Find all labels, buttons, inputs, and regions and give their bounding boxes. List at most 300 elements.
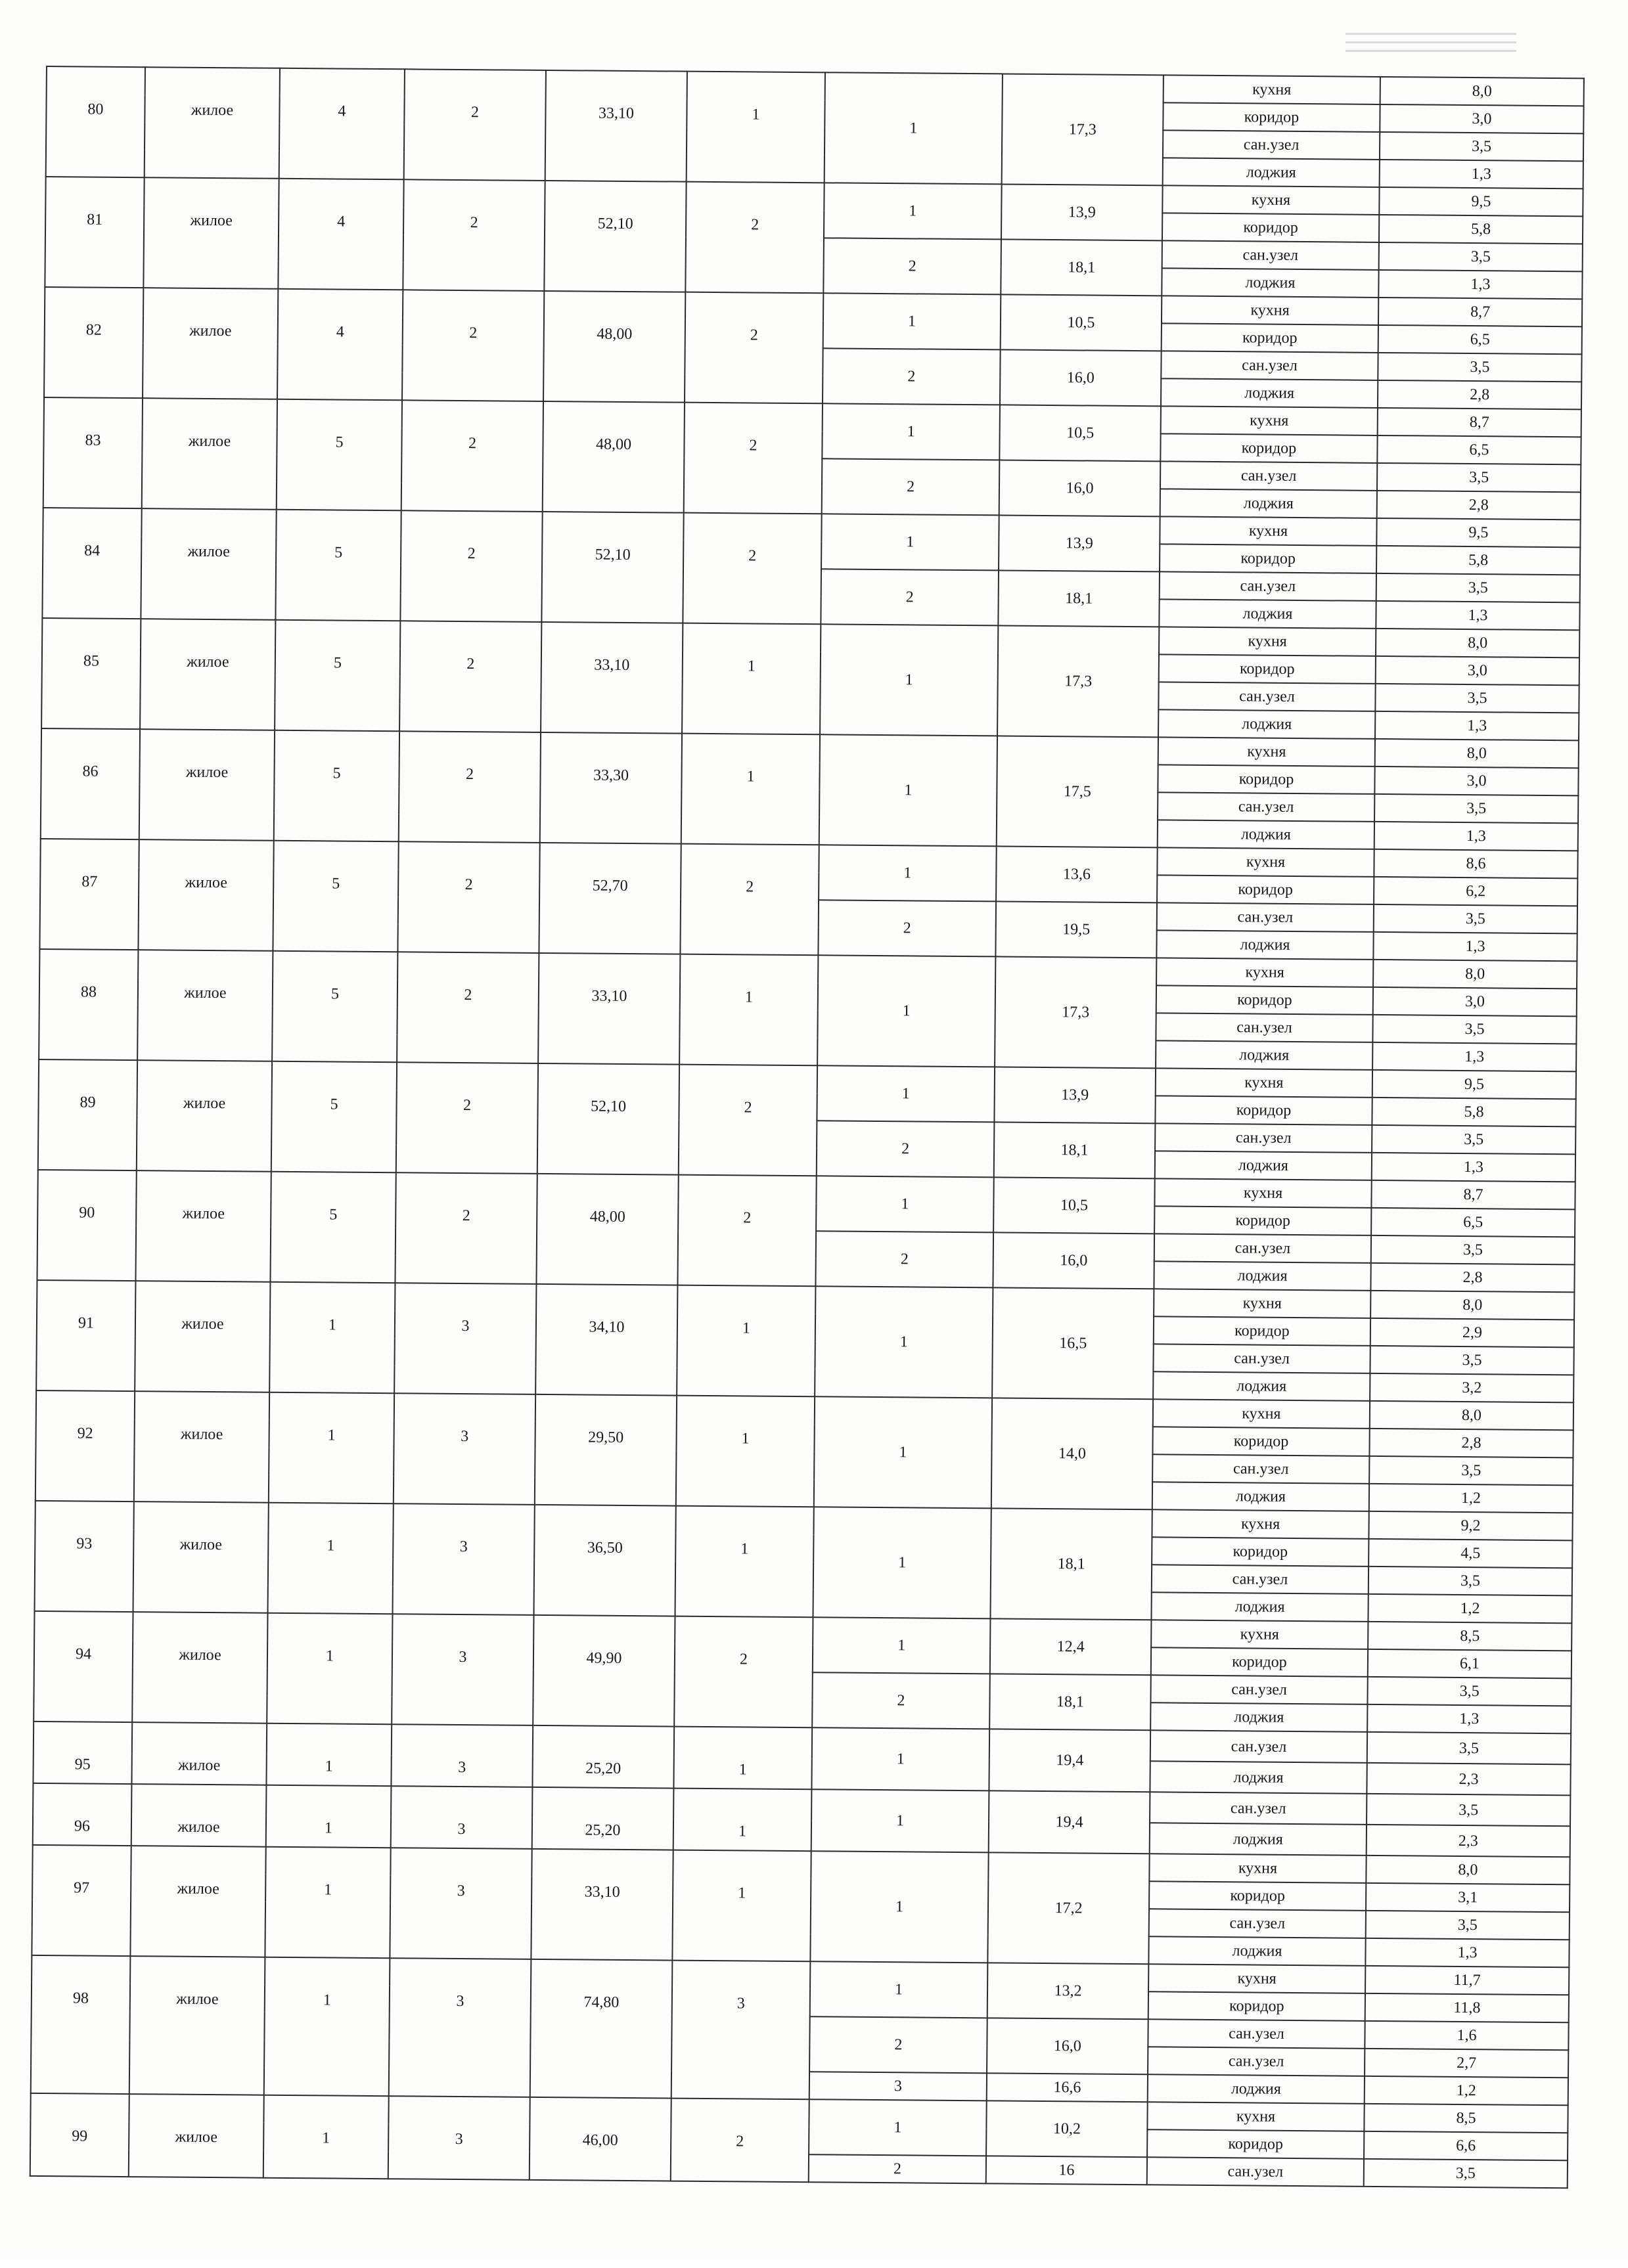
auxiliary-room-area: 5,8 xyxy=(1376,546,1580,575)
auxiliary-room-area: 1,2 xyxy=(1368,1594,1571,1623)
room-count-cell: 2 xyxy=(683,513,821,625)
auxiliary-room-label: сан.узел xyxy=(1150,1675,1367,1704)
auxiliary-room-area: 3,5 xyxy=(1369,1456,1573,1485)
room-area-cell: 18,1 xyxy=(1001,239,1162,296)
auxiliary-room-label: лоджия xyxy=(1150,1823,1367,1856)
premises-type-cell: жилое xyxy=(130,1846,265,1957)
auxiliary-room-label: лоджия xyxy=(1150,1761,1367,1794)
auxiliary-room-area: 1,3 xyxy=(1365,1938,1569,1967)
room-area-cell: 13,2 xyxy=(987,1963,1149,2019)
total-area-cell: 29,50 xyxy=(535,1394,677,1506)
room-area-cell: 18,1 xyxy=(998,570,1160,627)
apartment-table-sheet xyxy=(29,66,1583,2268)
total-area-cell: 49,90 xyxy=(533,1615,675,1727)
auxiliary-room-label: коридор xyxy=(1156,985,1373,1015)
auxiliary-room-area: 2,3 xyxy=(1367,1763,1570,1795)
auxiliary-room-label: сан.узел xyxy=(1158,792,1374,822)
auxiliary-room-area: 2,8 xyxy=(1377,491,1581,520)
auxiliary-room-label: кухня xyxy=(1149,1854,1366,1883)
room-number-cell: 2 xyxy=(822,458,1000,515)
auxiliary-room-label: сан.узел xyxy=(1154,1234,1371,1263)
auxiliary-room-label: кухня xyxy=(1156,1068,1372,1098)
auxiliary-room-label: лоджия xyxy=(1162,268,1378,298)
room-area-cell: 16 xyxy=(986,2156,1147,2185)
auxiliary-room-area: 3,5 xyxy=(1374,794,1578,823)
auxiliary-room-area: 3,5 xyxy=(1377,463,1581,492)
auxiliary-room-label: сан.узел xyxy=(1147,2157,1364,2187)
floor-cell: 5 xyxy=(274,730,399,841)
auxiliary-room-area: 11,7 xyxy=(1365,1966,1569,1995)
room-number-cell: 1 xyxy=(817,1065,995,1122)
room-number-cell: 2 xyxy=(818,900,996,956)
auxiliary-room-label: лоджия xyxy=(1155,1151,1372,1180)
auxiliary-room-area: 3,5 xyxy=(1380,132,1583,161)
auxiliary-room-area: 8,0 xyxy=(1370,1291,1574,1320)
room-number-cell: 2 xyxy=(809,2016,987,2073)
auxiliary-room-label: кухня xyxy=(1162,296,1378,325)
auxiliary-room-area: 8,5 xyxy=(1364,2104,1568,2133)
floor-cell: 5 xyxy=(270,1172,396,1283)
auxiliary-room-label: коридор xyxy=(1154,1316,1370,1346)
auxiliary-room-label: лоджия xyxy=(1161,378,1378,408)
premises-type-cell: жилое xyxy=(134,1391,269,1503)
room-area-cell: 19,4 xyxy=(989,1790,1150,1854)
auxiliary-room-label: сан.узел xyxy=(1150,1730,1367,1763)
room-number-cell: 2 xyxy=(823,238,1001,294)
auxiliary-room-area: 3,5 xyxy=(1364,2159,1568,2188)
room-area-cell: 12,4 xyxy=(990,1618,1152,1675)
room-count-cell: 1 xyxy=(679,954,818,1066)
auxiliary-room-area: 6,2 xyxy=(1374,877,1577,906)
section-cell: 2 xyxy=(397,952,539,1063)
room-count-cell: 1 xyxy=(681,734,820,845)
auxiliary-room-area: 3,5 xyxy=(1376,573,1580,602)
room-area-cell: 10,2 xyxy=(986,2101,1148,2157)
apartment-number-cell: 80 xyxy=(46,66,145,177)
floor-cell: 1 xyxy=(268,1503,394,1614)
room-number-cell: 1 xyxy=(817,955,995,1067)
auxiliary-room-area: 8,7 xyxy=(1378,408,1581,437)
auxiliary-room-label: коридор xyxy=(1152,1537,1368,1567)
apartment-number-cell: 99 xyxy=(30,2093,129,2177)
room-area-cell: 13,6 xyxy=(996,846,1158,902)
room-area-cell: 16,0 xyxy=(1000,349,1162,406)
auxiliary-room-area: 2,8 xyxy=(1378,380,1581,409)
room-count-cell: 2 xyxy=(685,182,824,294)
floor-cell: 4 xyxy=(279,68,405,179)
room-number-cell: 3 xyxy=(809,2072,987,2101)
auxiliary-room-label: лоджия xyxy=(1148,2074,1365,2104)
auxiliary-room-label: коридор xyxy=(1154,1206,1371,1235)
auxiliary-room-label: коридор xyxy=(1159,654,1376,684)
auxiliary-room-label: кухня xyxy=(1151,1620,1368,1649)
premises-type-cell: жилое xyxy=(143,177,279,289)
premises-type-cell: жилое xyxy=(145,67,280,179)
auxiliary-room-area: 1,3 xyxy=(1367,1704,1571,1733)
room-number-cell: 1 xyxy=(814,1396,992,1508)
auxiliary-room-label: коридор xyxy=(1162,323,1378,353)
section-cell: 2 xyxy=(395,1172,537,1284)
auxiliary-room-area: 5,8 xyxy=(1379,215,1583,244)
section-cell: 2 xyxy=(402,290,544,401)
auxiliary-room-label: кухня xyxy=(1158,737,1375,767)
room-number-cell: 1 xyxy=(813,1617,991,1674)
auxiliary-room-label: сан.узел xyxy=(1162,240,1379,270)
premises-type-cell: жилое xyxy=(135,1170,271,1282)
room-count-cell: 2 xyxy=(685,292,823,404)
room-area-cell: 10,5 xyxy=(1001,294,1162,351)
premises-type-cell: жилое xyxy=(129,2094,264,2178)
auxiliary-room-area: 3,5 xyxy=(1367,1794,1570,1826)
auxiliary-room-area: 1,3 xyxy=(1373,932,1577,961)
floor-cell: 5 xyxy=(273,841,398,952)
floor-cell: 1 xyxy=(269,1392,394,1503)
section-cell: 2 xyxy=(397,841,539,953)
premises-type-cell: жилое xyxy=(137,950,273,1061)
room-number-cell: 2 xyxy=(817,1121,995,1177)
room-count-cell: 2 xyxy=(674,1616,813,1728)
total-area-cell: 36,50 xyxy=(533,1505,675,1616)
auxiliary-room-area: 3,2 xyxy=(1370,1373,1573,1402)
premises-type-cell: жилое xyxy=(141,508,276,620)
section-cell: 2 xyxy=(404,69,546,181)
auxiliary-room-area: 1,6 xyxy=(1365,2021,1568,2050)
auxiliary-room-label: кухня xyxy=(1157,847,1374,877)
floor-cell: 5 xyxy=(271,1061,397,1172)
auxiliary-room-area: 3,5 xyxy=(1368,1567,1572,1595)
floor-cell: 4 xyxy=(277,289,403,400)
auxiliary-room-area: 3,5 xyxy=(1375,684,1579,713)
apartment-number-cell: 87 xyxy=(39,839,139,950)
premises-type-cell: жилое xyxy=(142,398,277,510)
auxiliary-room-label: сан.узел xyxy=(1158,682,1375,711)
room-number-cell: 2 xyxy=(821,569,999,625)
auxiliary-room-label: сан.узел xyxy=(1148,2047,1365,2076)
room-area-cell: 18,1 xyxy=(990,1508,1152,1620)
floor-cell: 1 xyxy=(267,1613,392,1724)
auxiliary-room-area: 6,6 xyxy=(1364,2131,1568,2160)
total-area-cell: 33,10 xyxy=(541,622,683,734)
premises-type-cell: жилое xyxy=(131,1722,267,1785)
room-number-cell: 1 xyxy=(810,1961,988,2018)
total-area-cell: 52,10 xyxy=(537,1063,679,1175)
apartment-room-table xyxy=(30,66,1585,2189)
auxiliary-room-area: 4,5 xyxy=(1368,1539,1572,1568)
total-area-cell: 25,20 xyxy=(532,1787,674,1850)
section-cell: 3 xyxy=(388,2096,530,2180)
section-cell: 2 xyxy=(396,1062,538,1174)
auxiliary-room-area: 3,0 xyxy=(1373,987,1577,1016)
auxiliary-room-area: 11,8 xyxy=(1365,1993,1569,2022)
room-number-cell: 1 xyxy=(820,624,998,736)
room-number-cell: 1 xyxy=(823,293,1001,349)
section-cell: 2 xyxy=(403,179,545,291)
auxiliary-room-label: кухня xyxy=(1154,1289,1370,1318)
section-cell: 3 xyxy=(394,1283,536,1394)
auxiliary-room-area: 3,5 xyxy=(1378,353,1581,382)
room-number-cell: 2 xyxy=(823,348,1001,405)
room-number-cell: 1 xyxy=(824,183,1002,239)
total-area-cell: 33,30 xyxy=(540,732,682,844)
auxiliary-room-label: сан.узел xyxy=(1152,1454,1369,1484)
auxiliary-room-area: 9,2 xyxy=(1368,1511,1572,1540)
room-area-cell: 19,4 xyxy=(989,1729,1150,1792)
auxiliary-room-area: 8,0 xyxy=(1373,960,1577,989)
floor-cell: 1 xyxy=(265,1847,390,1958)
auxiliary-room-label: кухня xyxy=(1156,958,1373,987)
auxiliary-room-area: 3,0 xyxy=(1376,656,1579,685)
auxiliary-room-label: кухня xyxy=(1164,75,1380,104)
room-number-cell: 1 xyxy=(822,403,1000,460)
room-area-cell: 18,1 xyxy=(989,1674,1151,1730)
floor-cell: 1 xyxy=(263,2095,389,2179)
room-area-cell: 17,5 xyxy=(997,736,1158,847)
section-cell: 2 xyxy=(401,400,543,512)
auxiliary-room-area: 3,5 xyxy=(1379,242,1583,271)
auxiliary-room-label: коридор xyxy=(1149,1881,1366,1911)
auxiliary-room-area: 2,8 xyxy=(1369,1429,1573,1457)
room-count-cell: 1 xyxy=(682,623,821,735)
auxiliary-room-label: сан.узел xyxy=(1160,461,1377,491)
floor-cell: 1 xyxy=(269,1282,395,1393)
apartment-number-cell: 86 xyxy=(41,728,140,839)
apartment-number-cell: 81 xyxy=(45,177,144,288)
room-number-cell: 2 xyxy=(812,1672,990,1729)
auxiliary-room-label: лоджия xyxy=(1159,599,1376,629)
total-area-cell: 52,10 xyxy=(541,512,683,623)
auxiliary-room-label: сан.узел xyxy=(1156,1013,1372,1042)
apartment-number-cell: 85 xyxy=(41,618,141,729)
auxiliary-room-area: 3,5 xyxy=(1367,1732,1571,1764)
apartment-number-cell: 91 xyxy=(36,1280,135,1391)
auxiliary-room-area: 8,0 xyxy=(1370,1401,1573,1430)
auxiliary-room-area: 3,5 xyxy=(1366,1911,1570,1940)
auxiliary-room-area: 1,2 xyxy=(1369,1484,1573,1513)
auxiliary-room-area: 1,3 xyxy=(1380,160,1583,189)
auxiliary-room-label: кухня xyxy=(1147,2102,1364,2131)
room-number-cell: 1 xyxy=(809,2099,987,2156)
room-number-cell: 1 xyxy=(819,845,997,901)
room-number-cell: 1 xyxy=(813,1507,991,1618)
auxiliary-room-label: сан.узел xyxy=(1152,1565,1368,1594)
room-number-cell: 1 xyxy=(816,1176,994,1232)
auxiliary-room-label: коридор xyxy=(1151,1647,1368,1677)
room-area-cell: 17,2 xyxy=(987,1852,1149,1964)
total-area-cell: 33,10 xyxy=(545,70,687,182)
auxiliary-room-area: 9,5 xyxy=(1379,187,1583,216)
faint-stamp-mark xyxy=(1345,26,1516,79)
apartment-number-cell: 97 xyxy=(32,1845,131,1956)
auxiliary-room-label: лоджия xyxy=(1148,1936,1365,1966)
total-area-cell: 52,10 xyxy=(544,181,686,292)
auxiliary-room-label: кухня xyxy=(1148,1964,1365,1993)
premises-type-cell: жилое xyxy=(138,839,273,951)
auxiliary-room-area: 3,1 xyxy=(1366,1883,1570,1912)
premises-type-cell: жилое xyxy=(137,1060,272,1172)
auxiliary-room-area: 8,7 xyxy=(1371,1180,1575,1209)
auxiliary-room-label: лоджия xyxy=(1154,1261,1370,1291)
apartment-number-cell: 84 xyxy=(42,508,141,619)
auxiliary-room-area: 3,5 xyxy=(1371,1235,1575,1264)
room-number-cell: 2 xyxy=(815,1231,993,1287)
auxiliary-room-area: 8,0 xyxy=(1376,629,1579,657)
auxiliary-room-area: 1,3 xyxy=(1374,822,1578,851)
total-area-cell: 46,00 xyxy=(530,2097,671,2181)
premises-type-cell: жилое xyxy=(135,1281,270,1392)
auxiliary-room-label: кухня xyxy=(1152,1509,1368,1539)
auxiliary-room-area: 1,3 xyxy=(1378,270,1582,299)
auxiliary-room-label: сан.узел xyxy=(1148,2019,1365,2049)
auxiliary-room-area: 8,0 xyxy=(1366,1856,1570,1884)
auxiliary-room-label: кухня xyxy=(1154,1178,1371,1208)
auxiliary-room-area: 8,7 xyxy=(1378,298,1582,326)
premises-type-cell: жилое xyxy=(133,1501,269,1613)
room-area-cell: 16,0 xyxy=(993,1232,1154,1289)
apartment-number-cell: 83 xyxy=(43,397,143,508)
apartment-number-cell: 92 xyxy=(35,1390,135,1501)
room-number-cell: 1 xyxy=(821,514,999,570)
auxiliary-room-label: сан.узел xyxy=(1161,351,1378,380)
floor-cell: 5 xyxy=(275,510,401,621)
section-cell: 3 xyxy=(393,1503,535,1615)
auxiliary-room-area: 3,5 xyxy=(1367,1677,1571,1706)
room-area-cell: 16,0 xyxy=(999,460,1161,516)
total-area-cell: 25,20 xyxy=(532,1725,674,1789)
premises-type-cell: жилое xyxy=(140,619,275,730)
floor-cell: 1 xyxy=(266,1785,392,1848)
auxiliary-room-label: сан.узел xyxy=(1163,130,1380,160)
auxiliary-room-area: 1,2 xyxy=(1365,2076,1568,2105)
apartment-number-cell: 93 xyxy=(35,1501,134,1612)
room-count-cell: 1 xyxy=(677,1285,815,1397)
auxiliary-room-label: кухня xyxy=(1161,406,1378,435)
room-area-cell: 16,5 xyxy=(992,1287,1154,1399)
total-area-cell: 48,00 xyxy=(536,1174,678,1285)
room-area-cell: 17,3 xyxy=(1002,74,1164,185)
auxiliary-room-area: 3,5 xyxy=(1372,1125,1575,1154)
auxiliary-room-area: 3,5 xyxy=(1374,904,1577,933)
auxiliary-room-label: коридор xyxy=(1157,875,1374,904)
total-area-cell: 74,80 xyxy=(530,1959,673,2099)
apartment-number-cell: 98 xyxy=(31,1955,131,2094)
auxiliary-room-label: сан.узел xyxy=(1150,1792,1367,1825)
auxiliary-room-area: 8,6 xyxy=(1374,849,1577,878)
premises-type-cell: жилое xyxy=(131,1784,267,1847)
auxiliary-room-label: лоджия xyxy=(1151,1592,1368,1622)
auxiliary-room-area: 2,8 xyxy=(1370,1263,1574,1292)
apartment-number-cell: 82 xyxy=(44,287,143,398)
room-count-cell: 1 xyxy=(673,1727,812,1790)
floor-cell: 1 xyxy=(266,1723,392,1786)
apartment-number-cell: 95 xyxy=(33,1722,132,1784)
auxiliary-room-label: коридор xyxy=(1148,1991,1365,2021)
floor-cell: 5 xyxy=(272,951,397,1062)
auxiliary-room-area: 8,0 xyxy=(1380,77,1584,106)
floor-cell: 4 xyxy=(278,179,403,290)
room-number-cell: 1 xyxy=(810,1851,988,1963)
room-number-cell: 1 xyxy=(825,72,1003,184)
total-area-cell: 33,10 xyxy=(538,953,680,1065)
auxiliary-room-label: коридор xyxy=(1158,765,1374,794)
auxiliary-room-label: лоджия xyxy=(1158,709,1375,739)
auxiliary-room-label: лоджия xyxy=(1150,1702,1367,1732)
auxiliary-room-area: 3,0 xyxy=(1374,767,1578,795)
room-number-cell: 1 xyxy=(811,1727,989,1790)
auxiliary-room-area: 3,5 xyxy=(1372,1015,1576,1044)
auxiliary-room-label: коридор xyxy=(1155,1096,1372,1125)
auxiliary-room-label: кухня xyxy=(1159,627,1376,656)
auxiliary-room-label: лоджия xyxy=(1156,1040,1372,1070)
table-body xyxy=(30,66,1584,2188)
apartment-number-cell: 88 xyxy=(39,949,138,1060)
room-count-cell: 1 xyxy=(687,72,825,183)
room-count-cell: 1 xyxy=(676,1396,815,1507)
auxiliary-room-label: сан.узел xyxy=(1155,1123,1372,1153)
auxiliary-room-label: лоджия xyxy=(1156,930,1373,960)
room-area-cell: 16,6 xyxy=(987,2073,1148,2102)
floor-cell: 5 xyxy=(275,620,400,731)
room-area-cell: 13,9 xyxy=(1001,184,1163,240)
total-area-cell: 34,10 xyxy=(535,1284,677,1396)
auxiliary-room-area: 6,5 xyxy=(1371,1208,1575,1237)
auxiliary-room-area: 2,9 xyxy=(1370,1318,1574,1347)
section-cell: 3 xyxy=(390,1848,531,1959)
auxiliary-room-label: лоджия xyxy=(1160,489,1377,518)
auxiliary-room-area: 5,8 xyxy=(1372,1098,1575,1126)
floor-cell: 1 xyxy=(264,1957,390,2096)
apartment-number-cell: 94 xyxy=(34,1611,133,1722)
auxiliary-room-area: 2,3 xyxy=(1367,1825,1570,1857)
auxiliary-room-label: кухня xyxy=(1162,185,1379,215)
room-count-cell: 3 xyxy=(671,1961,811,2100)
auxiliary-room-label: сан.узел xyxy=(1160,571,1376,601)
auxiliary-room-area: 1,3 xyxy=(1372,1042,1576,1071)
auxiliary-room-label: коридор xyxy=(1160,434,1377,463)
premises-type-cell: жилое xyxy=(143,288,278,399)
auxiliary-room-area: 6,5 xyxy=(1378,325,1582,354)
section-cell: 3 xyxy=(392,1614,533,1725)
room-count-cell: 2 xyxy=(671,2099,809,2183)
room-count-cell: 1 xyxy=(675,1506,813,1618)
room-number-cell: 1 xyxy=(815,1286,993,1398)
auxiliary-room-label: лоджия xyxy=(1163,158,1380,187)
auxiliary-room-area: 9,5 xyxy=(1376,518,1580,547)
auxiliary-room-label: коридор xyxy=(1162,213,1379,242)
room-number-cell: 2 xyxy=(809,2154,986,2183)
auxiliary-room-label: лоджия xyxy=(1152,1482,1369,1511)
room-count-cell: 2 xyxy=(677,1175,816,1287)
auxiliary-room-label: лоджия xyxy=(1153,1371,1370,1401)
auxiliary-room-label: сан.узел xyxy=(1157,902,1374,932)
section-cell: 2 xyxy=(399,621,541,732)
room-number-cell: 1 xyxy=(811,1789,989,1852)
auxiliary-room-label: кухня xyxy=(1160,516,1376,546)
auxiliary-room-label: сан.узел xyxy=(1153,1344,1370,1373)
auxiliary-room-label: кухня xyxy=(1153,1399,1370,1429)
room-count-cell: 1 xyxy=(673,1789,812,1852)
section-cell: 2 xyxy=(399,731,541,843)
auxiliary-room-area: 2,7 xyxy=(1365,2049,1568,2078)
room-area-cell: 10,5 xyxy=(999,405,1161,461)
room-area-cell: 10,5 xyxy=(993,1177,1155,1234)
apartment-number-cell: 96 xyxy=(33,1783,132,1846)
room-count-cell: 2 xyxy=(680,844,819,956)
room-number-cell: 1 xyxy=(819,734,997,846)
auxiliary-room-label: коридор xyxy=(1147,2129,1364,2159)
room-count-cell: 1 xyxy=(672,1850,811,1962)
premises-type-cell: жилое xyxy=(129,1956,265,2095)
auxiliary-room-label: сан.узел xyxy=(1149,1909,1366,1938)
